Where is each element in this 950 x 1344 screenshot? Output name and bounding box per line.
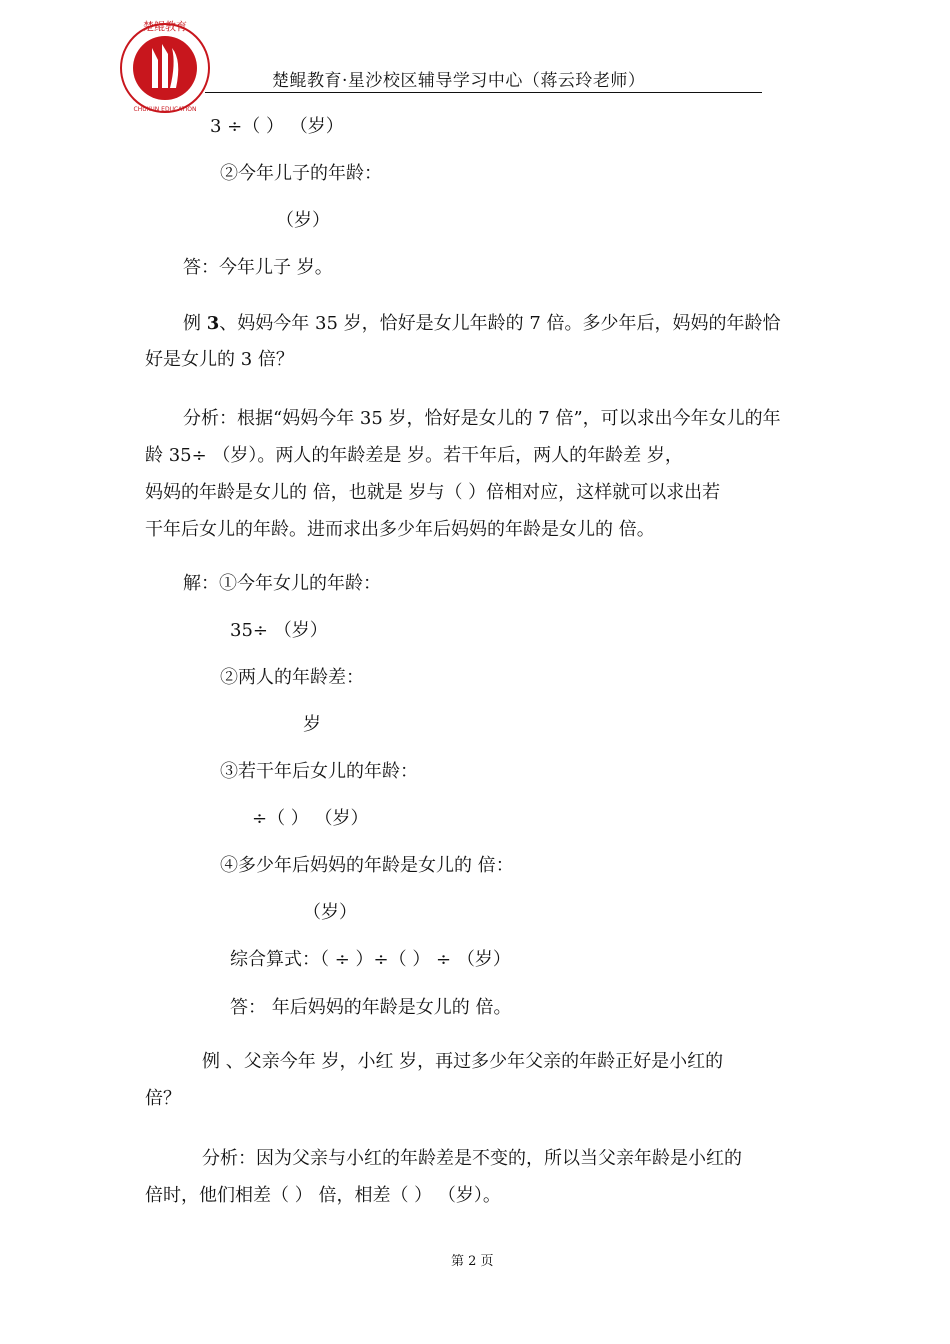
chukun-logo-icon: [118, 8, 212, 118]
example-prefix: 例: [183, 313, 207, 334]
text-line-3: （岁）: [276, 210, 330, 231]
text-line-15: ③若干年后女儿的年龄：: [220, 761, 418, 782]
text-line-10: 干年后女儿的年龄。进而求出多少年后妈妈的年龄是女儿的 倍。: [145, 519, 655, 540]
example-question: 、妈妈今年 35 岁，恰好是女儿年龄的 7 倍。多少年后，妈妈的年龄恰: [219, 313, 781, 334]
text-line-6: 好是女儿的 3 倍？: [145, 349, 294, 370]
example-number: 3: [206, 313, 220, 334]
example-3-heading: [183, 313, 781, 335]
text-line-2: ②今年儿子的年龄：: [220, 163, 382, 184]
text-line-12: 35÷ （岁）: [230, 620, 328, 641]
svg-text:CHUKUN EDUCATION: CHUKUN EDUCATION: [133, 106, 197, 113]
text-line-11: 解：①今年女儿的年龄：: [183, 573, 381, 594]
svg-text:楚鲲教育: 楚鲲教育: [143, 20, 187, 33]
text-line-17: ④多少年后妈妈的年龄是女儿的 倍：: [220, 855, 514, 876]
text-line-21: 例 、父亲今年 岁，小红 岁，再过多少年父亲的年龄正好是小红的: [202, 1051, 724, 1072]
text-line-19: 综合算式：（ ÷ ）÷（ ） ÷ （岁）: [230, 949, 511, 970]
text-line-20: 答： 年后妈妈的年龄是女儿的 倍。: [230, 997, 512, 1018]
page-number: 第 2 页: [451, 1254, 494, 1269]
text-line-4: 答：今年儿子 岁。: [183, 257, 333, 278]
text-line-1: 3 ÷（ ） （岁）: [210, 116, 344, 137]
text-line-9: 妈妈的年龄是女儿的 倍，也就是 岁与（ ）倍相对应，这样就可以求出若: [145, 482, 721, 503]
text-line-18: （岁）: [303, 902, 357, 923]
text-line-7: 分析：根据“妈妈今年 35 岁，恰好是女儿的 7 倍”，可以求出今年女儿的年: [183, 408, 781, 429]
text-line-22: 倍？: [145, 1088, 181, 1109]
text-line-14: 岁: [303, 714, 321, 735]
text-line-24: 倍时，他们相差（ ） 倍，相差（ ） （岁）。: [145, 1185, 501, 1206]
text-line-23: 分析：因为父亲与小红的年龄差是不变的，所以当父亲年龄是小红的: [202, 1148, 742, 1169]
logo: [118, 8, 212, 118]
page-header-title: 楚鲲教育·星沙校区辅导学习中心（蒋云玲老师）: [272, 71, 646, 91]
text-line-13: ②两人的年龄差：: [220, 667, 364, 688]
text-line-16: ÷（ ） （岁）: [252, 808, 369, 829]
header-divider: [205, 92, 762, 93]
text-line-8: 龄 35÷ （岁）。两人的年龄差是 岁。若干年后，两人的年龄差 岁，: [145, 445, 683, 466]
